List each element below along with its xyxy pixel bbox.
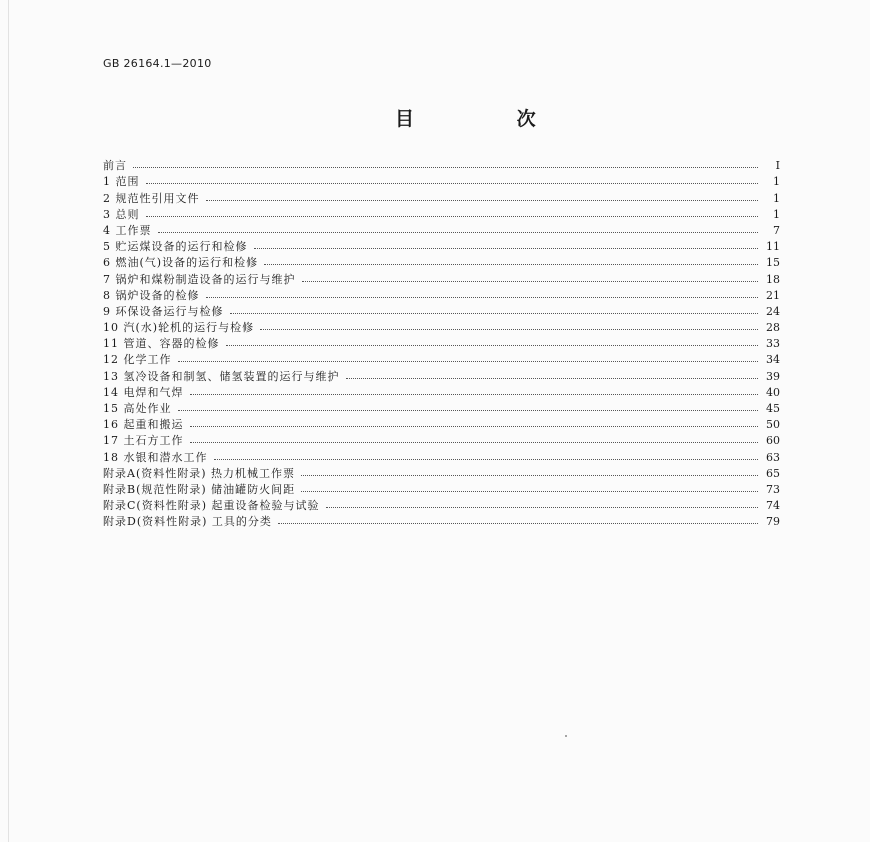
toc-entry[interactable]	[103, 221, 780, 237]
toc-entry-page: 1	[773, 191, 780, 205]
toc-entry[interactable]	[103, 512, 780, 528]
toc-dot-leader	[226, 344, 759, 346]
toc-entry[interactable]	[103, 172, 780, 188]
toc-entry-page: 60	[766, 434, 780, 448]
toc-entry[interactable]	[103, 188, 780, 204]
toc-dot-leader	[146, 182, 759, 184]
toc-entry[interactable]	[103, 205, 780, 221]
toc-entry-label: 附录D(资料性附录) 工具的分类	[103, 515, 272, 529]
toc-entry[interactable]	[103, 496, 780, 512]
toc-title: 目 次	[395, 108, 584, 130]
toc-entry-page: 63	[766, 450, 780, 464]
toc-entry-label: 14 电焊和气焊	[103, 385, 184, 399]
toc-entry[interactable]	[103, 156, 780, 172]
toc-entry-page: 74	[766, 499, 780, 513]
toc-entry-label: 3 总则	[103, 207, 140, 221]
toc-entry[interactable]	[103, 399, 780, 415]
toc-entry[interactable]	[103, 253, 780, 269]
toc-dot-leader	[190, 441, 759, 443]
toc-dot-leader	[158, 231, 759, 233]
toc-entry-label: 2 规范性引用文件	[103, 191, 200, 205]
toc-entry[interactable]	[103, 350, 780, 366]
toc-entry-label: 17 土石方工作	[103, 434, 184, 448]
toc-entry-label: 前言	[103, 159, 127, 173]
toc-dot-leader	[301, 490, 758, 492]
scan-edge-line	[8, 0, 9, 842]
toc-entry-label: 9 环保设备运行与检修	[103, 304, 224, 318]
toc-dot-leader	[178, 360, 759, 362]
toc-entry-label: 附录B(规范性附录) 储油罐防火间距	[103, 482, 296, 496]
toc-dot-leader	[278, 522, 758, 524]
toc-entry-label: 1 范围	[103, 175, 140, 189]
toc-entry-label: 7 锅炉和煤粉制造设备的运行与维护	[103, 272, 296, 286]
scan-speck	[565, 735, 567, 737]
toc-entry-page: 7	[773, 223, 780, 237]
toc-entry-label: 11 管道、容器的检修	[103, 337, 220, 351]
toc-entry[interactable]	[103, 334, 780, 350]
toc-dot-leader	[301, 474, 758, 476]
toc-entry-label: 12 化学工作	[103, 353, 172, 367]
toc-dot-leader	[190, 425, 759, 427]
toc-dot-leader	[326, 506, 759, 508]
toc-entry-page: 1	[773, 175, 780, 189]
toc-entry[interactable]	[103, 431, 780, 447]
toc-entry-page: 73	[766, 482, 780, 496]
toc-entry[interactable]	[103, 415, 780, 431]
toc-entry-label: 18 水银和潜水工作	[103, 450, 208, 464]
toc-entry-page: 15	[766, 256, 780, 270]
toc-entry-page: 18	[766, 272, 780, 286]
toc-dot-leader	[302, 280, 759, 282]
toc-entry-page: 33	[766, 337, 780, 351]
toc-entry-page: 40	[766, 385, 780, 399]
toc-dot-leader	[264, 263, 758, 265]
toc-entry-label: 13 氢冷设备和制氢、储氢装置的运行与维护	[103, 369, 340, 383]
toc-dot-leader	[260, 328, 758, 330]
toc-dot-leader	[178, 409, 759, 411]
toc-dot-leader	[346, 377, 759, 379]
toc-dot-leader	[133, 166, 758, 168]
toc-entry-page: 34	[766, 353, 780, 367]
toc-entry-page: 24	[766, 304, 780, 318]
toc-entry[interactable]	[103, 318, 780, 334]
toc-entry[interactable]	[103, 269, 780, 285]
toc-entry-label: 8 锅炉设备的检修	[103, 288, 200, 302]
toc-entry-page: 79	[766, 515, 780, 529]
toc-entry[interactable]	[103, 366, 780, 382]
toc-entry-page: 39	[766, 369, 780, 383]
toc-entry[interactable]	[103, 464, 780, 480]
toc-entry[interactable]	[103, 302, 780, 318]
toc-entry-label: 15 高处作业	[103, 402, 172, 415]
toc-entry-label: 4 工作票	[103, 223, 152, 237]
toc-entry-page: 45	[766, 402, 780, 415]
toc-entry-page: 1	[773, 207, 780, 221]
toc-entry-page: 50	[766, 418, 780, 432]
toc-entry[interactable]	[103, 480, 780, 496]
toc-dot-leader	[206, 296, 759, 298]
toc-dot-leader	[206, 199, 759, 201]
toc-entry-label: 附录A(资料性附录) 热力机械工作票	[103, 466, 296, 480]
toc-entry-page: I	[775, 159, 780, 173]
toc-entry-label: 16 起重和搬运	[103, 418, 184, 432]
toc-entry-label: 附录C(资料性附录) 起重设备检验与试验	[103, 499, 320, 513]
toc-entry-label: 6 燃油(气)设备的运行和检修	[103, 256, 259, 270]
toc-dot-leader	[254, 247, 759, 249]
table-of-contents	[103, 156, 780, 528]
toc-entry-page: 11	[766, 240, 780, 254]
toc-entry[interactable]	[103, 286, 780, 302]
toc-entry[interactable]	[103, 237, 780, 253]
toc-entry[interactable]	[103, 447, 780, 463]
toc-entry-label: 5 贮运煤设备的运行和检修	[103, 240, 248, 254]
toc-entry[interactable]	[103, 383, 780, 399]
toc-dot-leader	[146, 215, 759, 217]
standard-code: GB 26164.1—2010	[103, 57, 212, 70]
toc-dot-leader	[230, 312, 759, 314]
toc-entry-page: 28	[766, 321, 780, 335]
toc-entry-label: 10 汽(水)轮机的运行与检修	[103, 321, 255, 335]
toc-dot-leader	[190, 393, 759, 395]
toc-dot-leader	[214, 458, 759, 460]
toc-entry-page: 65	[766, 466, 780, 480]
toc-entry-page: 21	[766, 288, 780, 302]
